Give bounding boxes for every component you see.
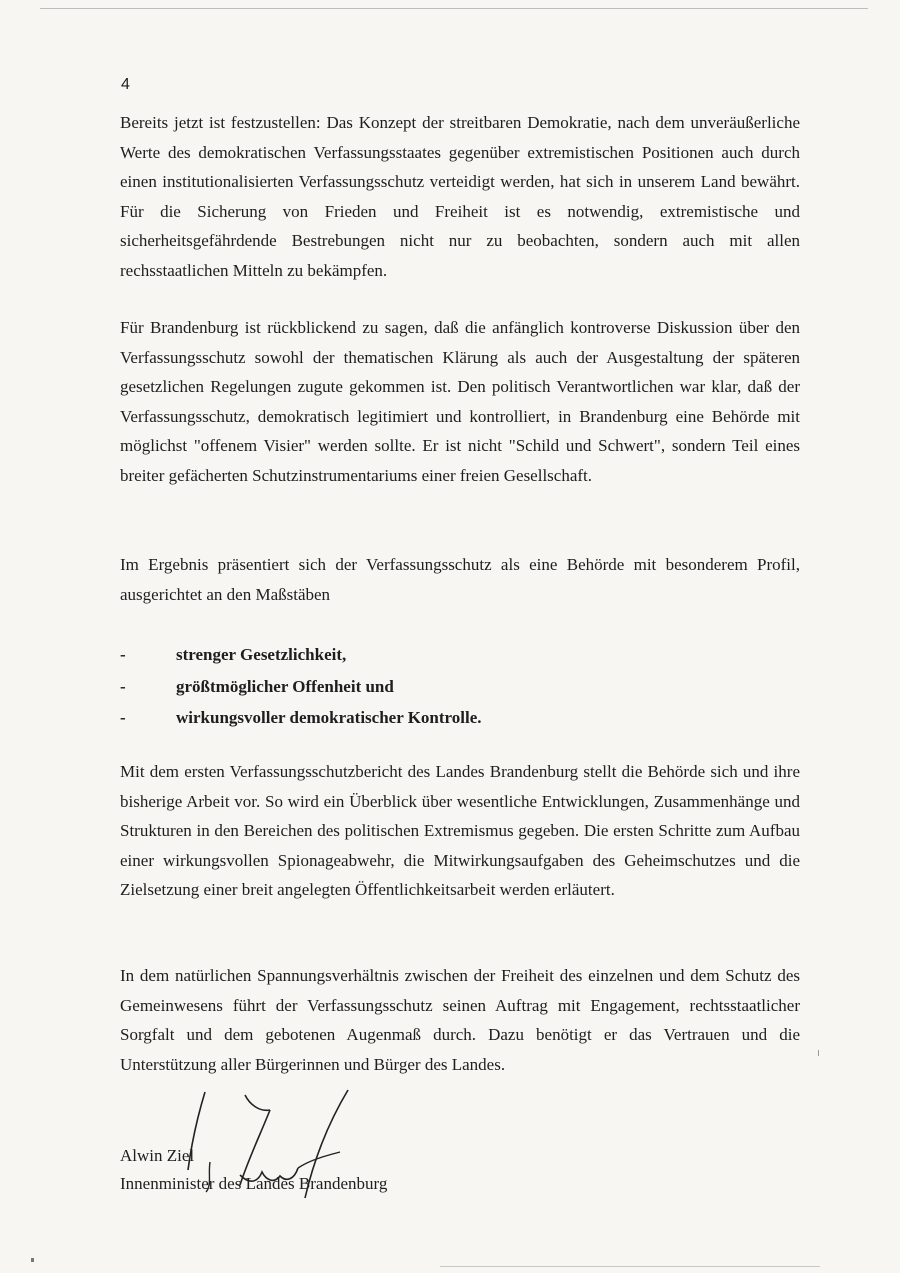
scan-mark: [818, 1050, 819, 1056]
signature-stroke: [245, 1095, 270, 1110]
list-dash: -: [120, 676, 126, 696]
paragraph-ergebnis-profil: Im Ergebnis präsentiert sich der Verfassungsschutz als eine Behörde mit besonderem Profil, ausgerichtet an den Maßstäben: [120, 555, 800, 604]
signature-stroke: [298, 1152, 340, 1168]
list-item-text: größtmöglicher Offenheit und: [176, 676, 394, 696]
signer-name: Alwin Ziel: [120, 1146, 195, 1165]
paragraph-spannungsverhaeltnis: In dem natürlichen Spannungsverhältnis zwischen der Freiheit des einzelnen und dem Schutz des Gemeinwesens führt der Verfassungsschutz seinen Auftrag mit Engagement, rechtsstaatlicher Sorgfalt und dem gebotenen Augenmaß durch. Dazu benötigt er das Vertrauen und die Unterstützung aller Bürgerinnen und Bürger des Landes.: [120, 966, 800, 1074]
list-item-text: wirkungsvoller demokratischer Kontrolle.: [176, 708, 482, 727]
paragraph-brandenburg-rueckblick: Für Brandenburg ist rückblickend zu sagen, daß die anfänglich kontroverse Diskussion über den Verfassungsschutz sowohl der thematischen Klärung als auch der Ausgestaltung der späteren gesetzlichen Regelungen zugute gekommen ist. Den politisch Verantwortlichen war klar, daß der Verfassungsschutz, demokratisch legitimiert und kontrolliert, in Brandenburg eine Behörde mit möglichst "offenem Visier" werden sollte. Er ist nicht "Schild und Schwert", sondern Teil eines breiter gefächerten Schutzinstrumentariums einer freien Gesellschaft.: [120, 318, 800, 485]
list-item: [120, 702, 800, 734]
list-item: [120, 639, 800, 671]
list-dash: -: [120, 645, 126, 664]
page-number: 4: [121, 76, 130, 93]
principles-list: [120, 639, 800, 734]
paragraph-erster-bericht: Mit dem ersten Verfassungsschutzbericht des Landes Brandenburg stellt die Behörde sich und ihre bisherige Arbeit vor. So wird ein Überblick über wesentliche Entwicklungen, Zusammenhänge und Strukturen in den Bereichen des politischen Extremismus gegeben. Die ersten Schritte zum Aufbau einer wirkungsvollen Spionageabwehr, die Mitwirkungsaufgaben des Geheimschutzes und die Zielsetzung einer breit angelegten Öffentlichkeitsarbeit werden erläutert.: [120, 762, 800, 899]
scan-mark: [31, 1258, 34, 1262]
list-item: [120, 671, 800, 703]
list-item-text: strenger Gesetzlichkeit,: [176, 645, 347, 664]
list-dash: -: [120, 708, 126, 727]
scan-edge-bottom: [440, 1266, 820, 1267]
signer-title: Innenminister des Landes Brandenburg: [120, 1174, 388, 1193]
scan-edge-top: [40, 8, 868, 9]
paragraph-streitbare-demokratie: Bereits jetzt ist festzustellen: Das Konzept der streitbaren Demokratie, nach dem unveräußerliche Werte des demokratischen Verfassungsstaates gegenüber extremistischen Positionen auch durch einen institutionalisierten Verfassungsschutz verteidigt werden, hat sich in unserem Land bewährt. Für die Sicherung von Frieden und Freiheit ist es notwendig, extremistische und sicherheitsgefährdende Bestrebungen nicht nur zu beobachten, sondern auch mit allen rechsstaatlichen Mitteln zu bekämpfen.: [120, 113, 800, 280]
